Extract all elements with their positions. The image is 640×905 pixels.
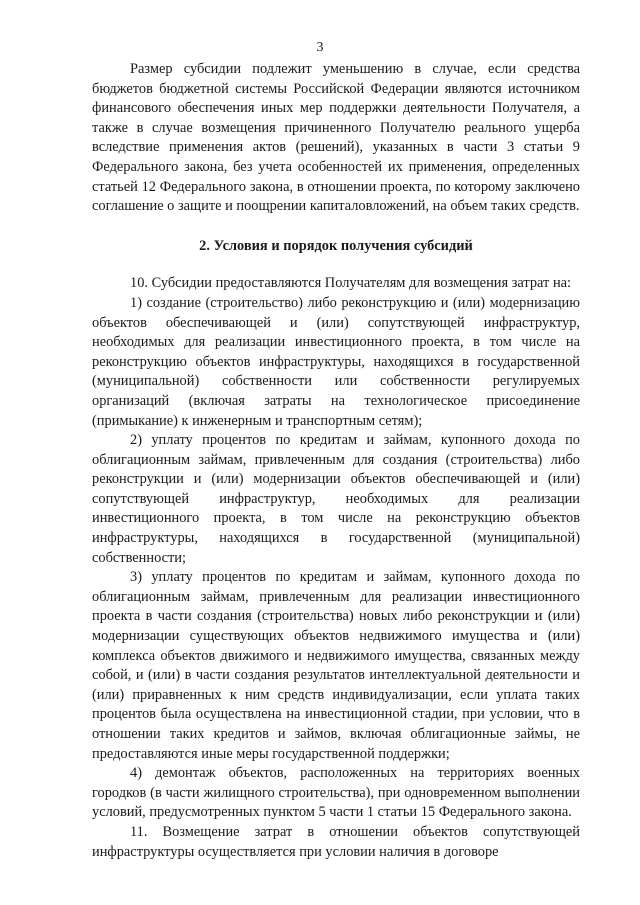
paragraph-subsidy-reduction: Размер субсидии подлежит уменьшению в случае, если средства бюджетов бюджетной системы Российской Федерации являются источником финансового обеспечения иных мер поддержки деятельности Получателя, а также в случае возмещения причиненного Получателю реального ущерба вследствие применения актов (решений), указанных в части 3 статьи 9 Федерального закона, без учета особенностей их применения, определенных статьей 12 Федерального закона, в отношении проекта, по которому заключено соглашение о защите и поощрении капиталовложений, на объем таких средств.	[92, 61, 580, 215]
section-title: 2. Условия и порядок получения субсидий	[199, 237, 473, 254]
page-number: 3	[316, 40, 324, 55]
paragraph-10-item-4: 4) демонтаж объектов, расположенных на территориях военных городков (в части жилищного строительства), при одновременном выполнении условий, предусмотренных пунктом 5 части 1 статьи 15 Федерального закона.	[92, 765, 580, 821]
paragraph-10: 10. Субсидии предоставляются Получателям для возмещения затрат на:	[130, 275, 572, 292]
paragraph-10-item-1: 1) создание (строительство) либо реконструкцию и (или) модернизацию объектов обеспечивающей и (или) сопутствующей инфраструктур, необходимых для реализации инвестиционного проекта, в том числе на реконструкцию объектов инфраструктуры, находящихся в государственной (муниципальной) собственности или собственности регулируемых организаций (включая затраты на технологическое присоединение (примыкание) к инженерным и транспортным сетям);	[92, 294, 580, 429]
document-body	[92, 60, 580, 862]
paragraph-10-item-2: 2) уплату процентов по кредитам и займам, купонного дохода по облигационным займам, привлеченным для создания (строительства) либо реконструкции и (или) модернизации объектов обеспечивающей и (или) сопутствующей инфраструктур, необходимых для реализации инвестиционного проекта, в том числе на реконструкцию объектов инфраструктуры, находящихся в государственной (муниципальной) собственности;	[92, 432, 580, 566]
paragraph-10-item-3: 3) уплату процентов по кредитам и займам, купонного дохода по облигационным займам, привлеченным для реализации инвестиционного проекта в части создания (строительства) новых либо реконструкции и (или) модернизации существующих объектов недвижимого имущества и (или) комплекса объектов движимого и недвижимого имущества, связанных между собой, и (или) в части создания результатов интеллектуальной деятельности и (или) приравненных к ним средств индивидуализации, если уплата таких процентов была осуществлена на инвестиционной стадии, при условии, что в отношении таких кредитов и займов, включая облигационные займы, не предоставляются иные меры государственной поддержки;	[92, 569, 580, 762]
paragraph-11: 11. Возмещение затрат в отношении объектов сопутствующей инфраструктуры осуществляется при условии наличия в договоре	[92, 823, 580, 860]
